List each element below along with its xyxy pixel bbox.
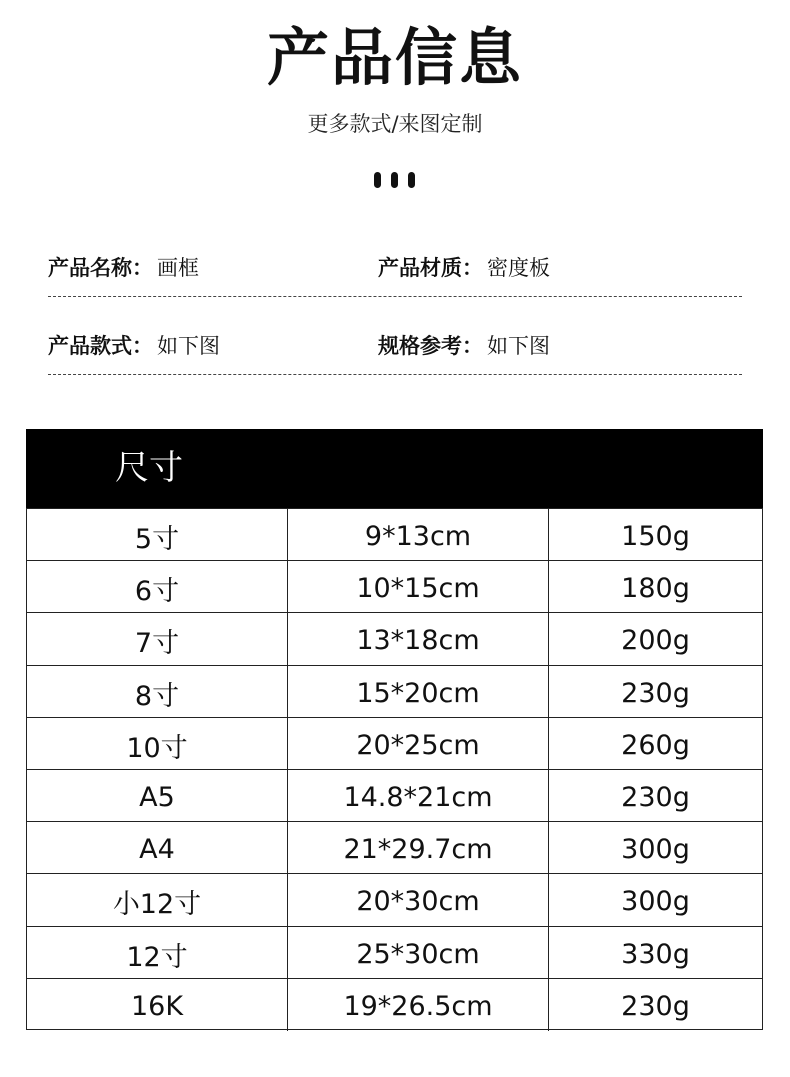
- info-value: 画框: [157, 256, 199, 280]
- dot-mark: [408, 172, 415, 188]
- weight-cell: 150g: [621, 521, 690, 553]
- dimension-cell: 13*18cm: [288, 613, 549, 664]
- weight-cell: 230g: [621, 991, 690, 1023]
- info-row: [48, 326, 742, 366]
- size-cell: 7寸: [27, 613, 288, 664]
- table-row: [27, 979, 762, 1031]
- table-row: [27, 666, 762, 718]
- size-cell: 5寸: [27, 509, 288, 560]
- info-key: 产品材质：: [378, 256, 483, 280]
- dashed-divider: [48, 296, 742, 297]
- table-row: [27, 822, 762, 874]
- weight-cell: 330g: [621, 938, 690, 970]
- table-row: [27, 874, 762, 926]
- info-key: 产品名称：: [48, 256, 153, 280]
- dimension-cell: 21*29.7cm: [288, 822, 549, 873]
- dimension-cell: 9*13cm: [288, 509, 549, 560]
- dot-mark: [391, 172, 398, 188]
- size-cell: A4: [27, 822, 288, 873]
- dimension-cell: 15*20cm: [288, 666, 549, 717]
- info-item-product-name: [48, 248, 199, 288]
- info-key: 规格参考：: [378, 334, 483, 358]
- dimension-cell: 14.8*21cm: [288, 770, 549, 821]
- weight-cell: 300g: [621, 886, 690, 918]
- weight-cell: 200g: [621, 625, 690, 657]
- size-table: [26, 508, 763, 1030]
- weight-cell: 260g: [621, 729, 690, 761]
- table-row: [27, 718, 762, 770]
- table-row: [27, 613, 762, 665]
- decorative-dots: [374, 172, 416, 188]
- weight-cell: 230g: [621, 677, 690, 709]
- info-item-material: [378, 248, 550, 288]
- dimension-cell: 19*26.5cm: [288, 979, 549, 1031]
- dashed-divider: [48, 374, 742, 375]
- size-table-header: [26, 429, 763, 508]
- dimension-cell: 20*30cm: [288, 874, 549, 925]
- dot-mark: [374, 172, 381, 188]
- size-table-header-label: 尺寸: [115, 448, 183, 488]
- info-row: [48, 248, 742, 288]
- dimension-cell: 20*25cm: [288, 718, 549, 769]
- table-row: [27, 509, 762, 561]
- size-cell: 12寸: [27, 927, 288, 978]
- table-row: [27, 561, 762, 613]
- info-item-style: [48, 326, 220, 366]
- size-cell: 8寸: [27, 666, 288, 717]
- size-cell: 小12寸: [27, 874, 288, 925]
- dimension-cell: 25*30cm: [288, 927, 549, 978]
- size-cell: 6寸: [27, 561, 288, 612]
- page-title: 产品信息: [266, 21, 523, 94]
- info-item-spec: [378, 326, 550, 366]
- info-key: 产品款式：: [48, 334, 153, 358]
- info-value: 如下图: [487, 334, 550, 358]
- weight-cell: 230g: [621, 782, 690, 814]
- size-cell: A5: [27, 770, 288, 821]
- size-cell: 10寸: [27, 718, 288, 769]
- info-value: 如下图: [157, 334, 220, 358]
- table-row: [27, 770, 762, 822]
- weight-cell: 180g: [621, 573, 690, 605]
- weight-cell: 300g: [621, 834, 690, 866]
- dimension-cell: 10*15cm: [288, 561, 549, 612]
- page-subtitle: 更多款式/来图定制: [307, 112, 483, 136]
- size-cell: 16K: [27, 979, 288, 1031]
- table-row: [27, 927, 762, 979]
- info-value: 密度板: [487, 256, 550, 280]
